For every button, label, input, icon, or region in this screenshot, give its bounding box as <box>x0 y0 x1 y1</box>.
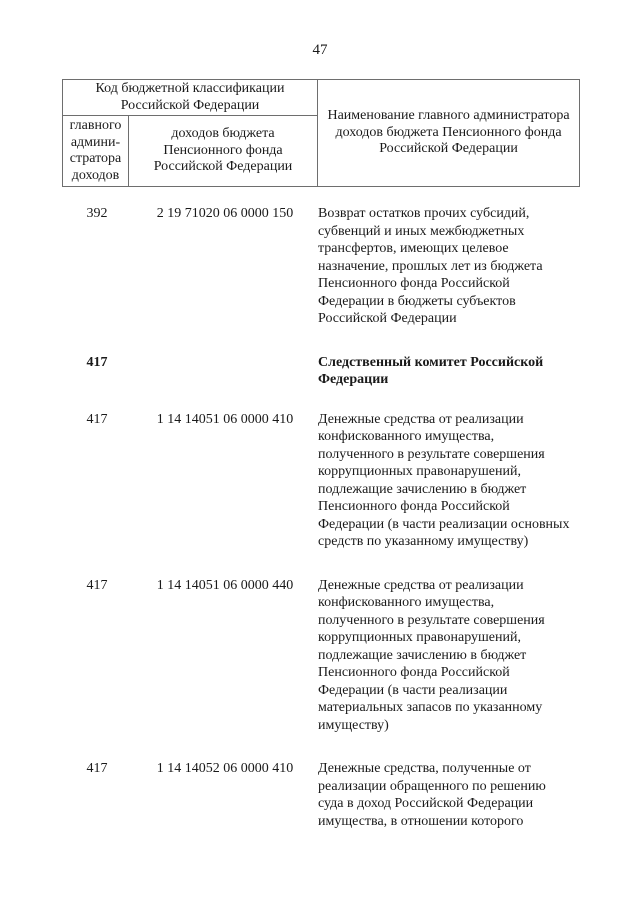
income-name: Денежные средства от реализации конфискованного имущества, полученного в результате совершения коррупционных правонарушений, подлежащие зачислению в бюджет Пенсионного фонда Российской Федерации (в части реализации основных средств по указанному имуществу) <box>318 411 570 549</box>
income-name: Возврат остатков прочих субсидий, субвенций и иных межбюджетных трансфертов, имеющих целевое назначение, прошлых лет из бюджета Пенсионного фонда Российской Федерации в бюджеты субъектов Российской Федерации <box>318 206 543 326</box>
income-code: 1 14 14051 06 0000 410 <box>156 411 294 427</box>
admin-code: 417 <box>86 354 108 370</box>
table-row <box>0 577 640 735</box>
table-row <box>0 205 640 328</box>
header-code-group: Код бюджетной классификации Российской Федерации <box>63 80 318 116</box>
income-code: 1 14 14051 06 0000 440 <box>156 577 294 593</box>
classification-rows <box>0 205 640 830</box>
income-name: Денежные средства, полученные от реализации обращенного по решению суда в доход Российской Федерации имущества, в отношении которого <box>318 761 546 829</box>
admin-code: 417 <box>86 411 108 427</box>
classification-header-table <box>62 79 580 187</box>
admin-code: 417 <box>86 761 108 776</box>
administrator-name: Следственный комитет Российской Федерации <box>318 354 544 387</box>
income-name: Денежные средства от реализации конфискованного имущества, полученного в результате совершения коррупционных правонарушений, подлежащие зачислению в бюджет Пенсионного фонда Российской Федерации (в части реализации материальных запасов по указанному имуществу) <box>318 577 545 733</box>
table-row <box>0 354 640 389</box>
income-code: 2 19 71020 06 0000 150 <box>156 206 294 221</box>
page-number: 47 <box>312 42 328 58</box>
income-code: 1 14 14052 06 0000 410 <box>156 761 294 776</box>
header-admin-column: главного админи-стратора доходов <box>63 116 129 187</box>
header-name-column: Наименование главного администратора доходов бюджета Пенсионного фонда Российской Федерации <box>318 80 580 187</box>
table-row <box>0 760 640 830</box>
admin-code: 417 <box>86 577 108 593</box>
table-row <box>0 411 640 551</box>
admin-code: 392 <box>86 206 108 221</box>
header-income-column: доходов бюджета Пенсионного фонда Российской Федерации <box>129 116 318 187</box>
